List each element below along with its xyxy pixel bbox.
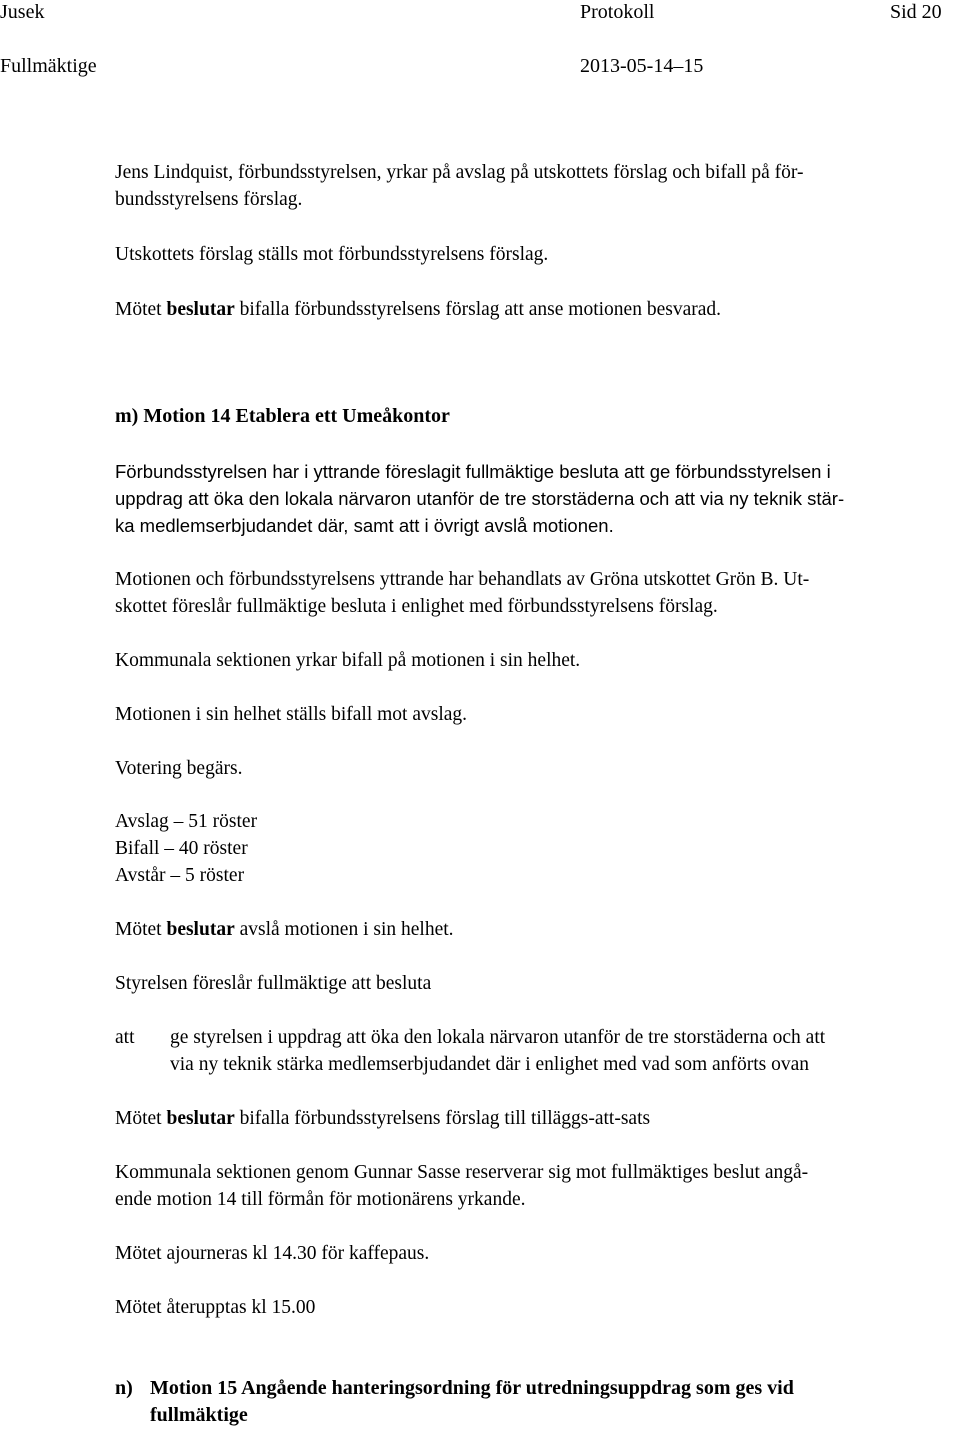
text-line: uppdrag att öka den lokala närvaron utanför de tre storstäderna och att via ny teknik stär- <box>115 488 845 509</box>
paragraph-ateruppas: Mötet återupptas kl 15.00 <box>115 1297 316 1318</box>
header-meeting-date: 2013-05-14–15 <box>580 55 704 77</box>
section-label-n: n) <box>115 1377 133 1399</box>
paragraph-decision-avsla <box>115 916 960 943</box>
decision-keyword: beslutar <box>166 1108 235 1129</box>
decision-prefix: Mötet <box>115 299 167 320</box>
decision-keyword: beslutar <box>166 299 235 320</box>
paragraph-proposal-vote: Utskottets förslag ställs mot förbundsstyrelsens förslag. <box>115 244 549 265</box>
text-line: Motion 15 Angående hanteringsordning för utredningsuppdrag som ges vid <box>150 1377 794 1399</box>
vote-bifall: Bifall – 40 röster <box>115 838 248 859</box>
text-line: ge styrelsen i uppdrag att öka den lokala närvaron utanför de tre storstäderna och att <box>170 1027 826 1048</box>
paragraph-decision <box>115 296 960 323</box>
paragraph-decision-tillagg <box>115 1105 960 1132</box>
decision-prefix: Mötet <box>115 1108 167 1129</box>
section-heading-n <box>150 1375 794 1429</box>
att-clause-label: att <box>115 1027 135 1048</box>
paragraph-board-statement <box>115 458 960 539</box>
vote-avslag: Avslag – 51 röster <box>115 811 258 832</box>
paragraph-lindquist <box>115 159 960 213</box>
paragraph-ajourneras: Mötet ajourneras kl 14.30 för kaffepaus. <box>115 1243 430 1264</box>
decision-text: avslå motionen i sin helhet. <box>234 919 454 940</box>
text-line: fullmäktige <box>150 1404 248 1426</box>
decision-prefix: Mötet <box>115 919 167 940</box>
text-line: Motionen och förbundsstyrelsens yttrande har behandlats av Gröna utskottet Grön B. Ut- <box>115 569 810 590</box>
vote-avstar: Avstår – 5 röster <box>115 865 245 886</box>
section-heading-m: m) Motion 14 Etablera ett Umeåkontor <box>115 405 450 427</box>
paragraph-committee-treatment <box>115 566 960 620</box>
decision-text: bifalla förbundsstyrelsens förslag att anse motionen besvarad. <box>234 299 721 320</box>
text-line: Jens Lindquist, förbundsstyrelsen, yrkar på avslag på utskottets förslag och bifall på för- <box>115 162 804 183</box>
header-document-type: Protokoll <box>580 1 655 23</box>
paragraph-kommunala-yrkar: Kommunala sektionen yrkar bifall på motionen i sin helhet. <box>115 650 581 671</box>
paragraph-styrelsen-foreslar: Styrelsen föreslår fullmäktige att besluta <box>115 973 432 994</box>
vote-results <box>115 808 960 889</box>
header-meeting-name: Fullmäktige <box>0 55 97 77</box>
text-line: Kommunala sektionen genom Gunnar Sasse reserverar sig mot fullmäktiges beslut angå- <box>115 1162 809 1183</box>
paragraph-bifall-mot-avslag: Motionen i sin helhet ställs bifall mot avslag. <box>115 704 468 725</box>
text-line: ende motion 14 till förmån för motionärens yrkande. <box>115 1189 526 1210</box>
paragraph-reservation <box>115 1159 960 1213</box>
header-organization: Jusek <box>0 1 45 23</box>
text-line: ka medlemserbjudandet där, samt att i övrigt avslå motionen. <box>115 515 614 536</box>
header-page-number: Sid 20 <box>890 1 942 23</box>
text-line: Förbundsstyrelsen har i yttrande föreslagit fullmäktige besluta att ge förbundsstyrelsen i <box>115 461 831 482</box>
text-line: skottet föreslår fullmäktige besluta i enlighet med förbundsstyrelsens förslag. <box>115 596 718 617</box>
decision-keyword: beslutar <box>166 919 235 940</box>
text-line: via ny teknik stärka medlemserbjudandet där i enlighet med vad som anförts ovan <box>170 1054 809 1075</box>
paragraph-votering: Votering begärs. <box>115 758 243 779</box>
decision-text: bifalla förbundsstyrelsens förslag till tilläggs-att-sats <box>234 1108 651 1129</box>
text-line: bundsstyrelsens förslag. <box>115 189 303 210</box>
att-clause-text <box>170 1024 825 1078</box>
